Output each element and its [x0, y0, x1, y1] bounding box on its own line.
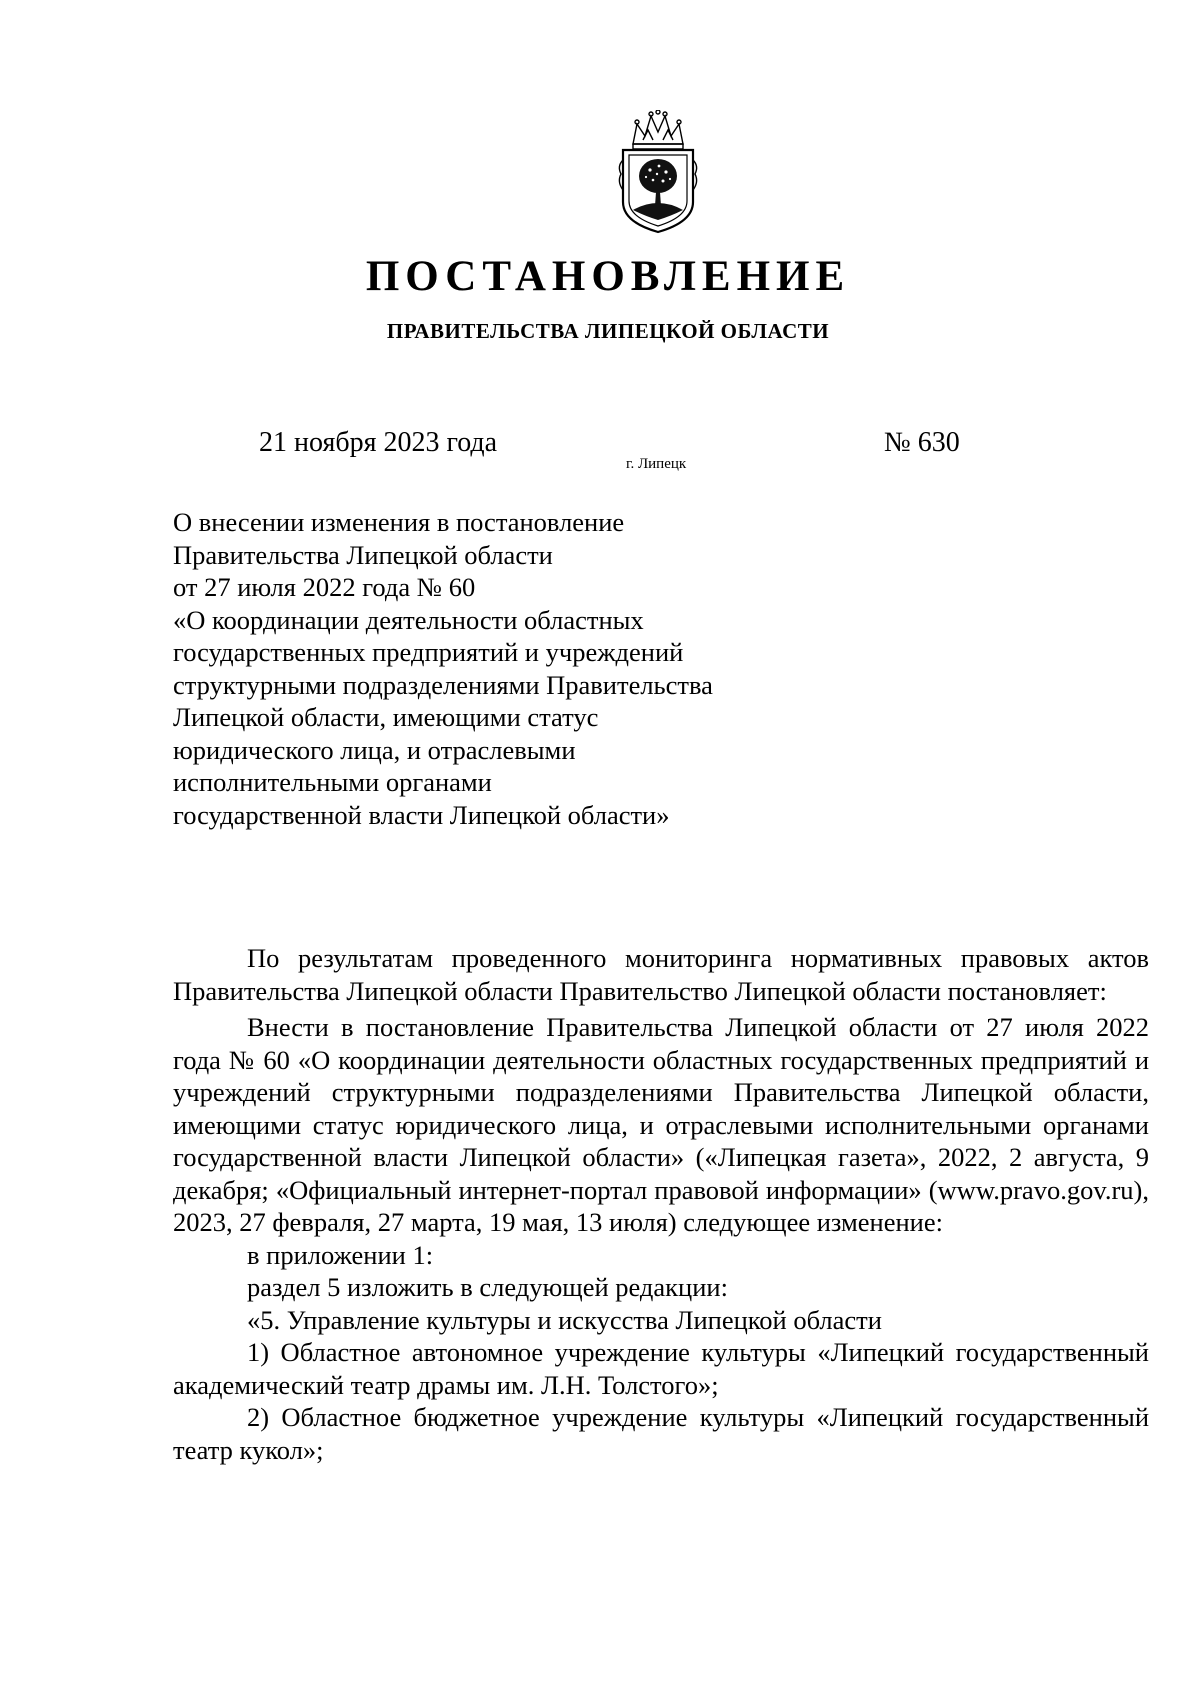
body-paragraph: Внести в постановление Правительства Липецкой области от 27 июля 2022 года № 60 «О координации деятельности областных государственных предприятий и учреждений структурными подразделениями Правительства Липецкой области, имеющими статус юридического лица, и отраслевыми исполнительными органами государственной власти Липецкой области» («Липецкая газета», 2022, 2 августа, 9 декабря; «Официальный интернет-портал правовой информации» (www.pravo.gov.ru), 2023, 27 февраля, 27 марта, 19 мая, 13 июля) следующее изменение:	[173, 1012, 1149, 1237]
document-body	[173, 942, 1149, 1466]
heading-line: от 27 июля 2022 года № 60	[173, 572, 476, 602]
document-number: № 630	[884, 427, 960, 458]
document-subtitle: ПРАВИТЕЛЬСТВА ЛИПЕЦКОЙ ОБЛАСТИ	[386, 319, 830, 343]
heading-line: структурными подразделениями Правительства	[173, 669, 713, 700]
body-paragraph: раздел 5 изложить в следующей редакции:	[247, 1272, 728, 1302]
heading-line: государственных предприятий и учреждений	[173, 637, 684, 667]
list-item: 2) Областное бюджетное учреждение культуры «Липецкий государственный театр кукол»;	[173, 1402, 1149, 1465]
body-paragraph: «5. Управление культуры и искусства Липецкой области	[247, 1304, 882, 1335]
heading-line: государственной власти Липецкой области»	[173, 799, 670, 830]
heading-line: О внесении изменения в постановление	[173, 507, 625, 537]
heading-line: «О координации деятельности областных	[173, 604, 644, 635]
body-paragraph: По результатам проведенного мониторинга нормативных правовых актов Правительства Липецкой области Правительство Липецкой области постановляет:	[173, 943, 1149, 1006]
heading-line: исполнительными органами	[173, 767, 492, 797]
coat-of-arms-icon	[615, 110, 701, 236]
document-city: г. Липецк	[626, 456, 687, 472]
document-heading	[173, 506, 813, 831]
document-date: 21 ноября 2023 года	[259, 427, 498, 458]
heading-line: Правительства Липецкой области	[173, 539, 553, 570]
heading-line: Липецкой области, имеющими статус	[173, 702, 599, 732]
body-paragraph: в приложении 1:	[247, 1239, 434, 1270]
heading-line: юридического лица, и отраслевыми	[173, 734, 576, 765]
document-title: ПОСТАНОВЛЕНИЕ	[365, 253, 851, 300]
list-item: 1) Областное автономное учреждение культуры «Липецкий государственный академический театр драмы им. Л.Н. Толстого»;	[173, 1337, 1149, 1400]
